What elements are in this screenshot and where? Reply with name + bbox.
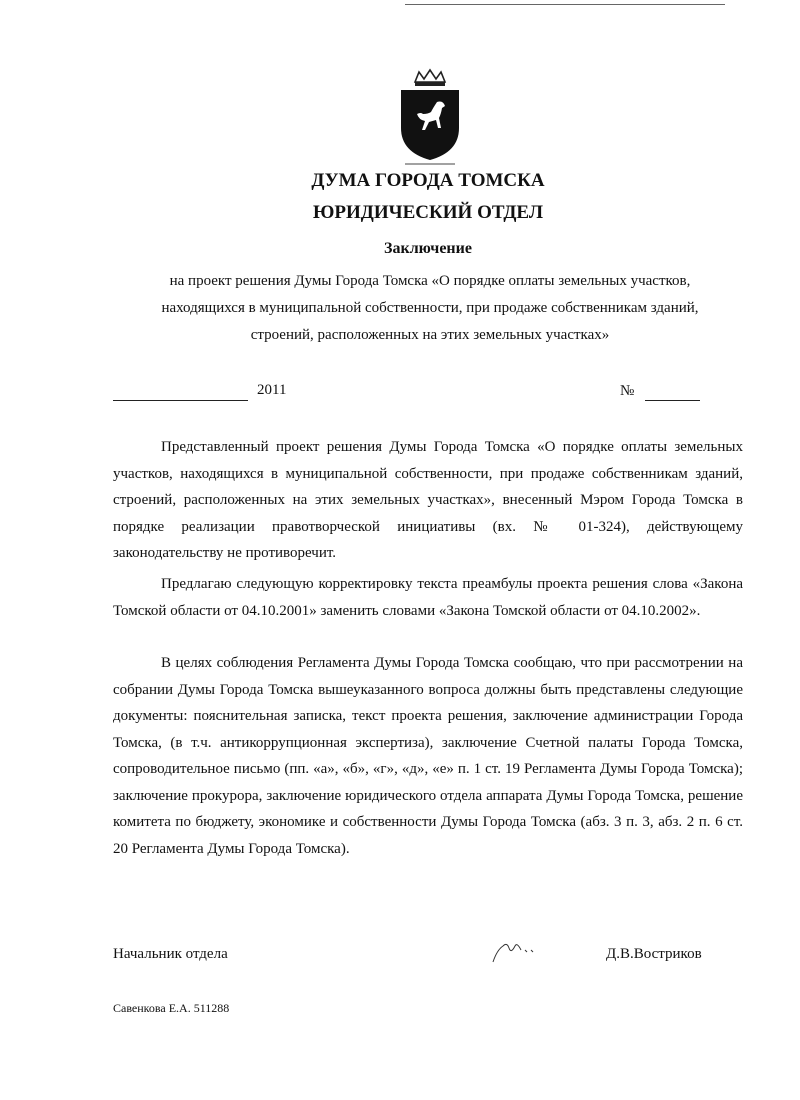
date-blank — [113, 382, 248, 401]
org-name: ДУМА ГОРОДА ТОМСКА — [311, 170, 545, 191]
tomsk-coat-of-arms-icon — [395, 68, 465, 168]
paragraph-1: Представленный проект решения Думы Города Томска «О порядке оплаты земельных участков, находящихся в муниципальной собственности, при продаже собственникам зданий, строений, расположенных на этих земельных участках», внесенный Мэром Города Томска в порядке реализации правотворческой инициативы (вх. № 01-324), действующему законодательству не противоречит. — [113, 439, 743, 561]
document-subject: на проект решения Думы Города Томска «О порядке оплаты земельных участков, находящихся в муниципальной собственности, при продаже собственникам зданий, строений, расположенных на этих земельных участках» — [161, 273, 699, 343]
signer-name: Д.В.Востриков — [606, 946, 702, 962]
number-label: № — [620, 383, 635, 399]
number-blank — [645, 382, 700, 401]
document-year: 2011 — [257, 382, 287, 398]
paragraph-3: В целях соблюдения Регламента Думы Города Томска сообщаю, что при рассмотрении на собрании Думы Города Томска вышеуказанного вопроса должны быть представлены следующие документы: пояснительная записка, текст проекта решения, заключение администрации Города Томска, (в т.ч. антикоррупционная экспертиза), заключение Счетной палаты Города Томска, сопроводительное письмо (пп. «а», «б», «г», «д», «е» п. 1 ст. 19 Регламента Думы Города Томска); заключение прокурора, заключение юридического отдела аппарата Думы Города Томска, решение комитета по бюджету, экономике и собственности Думы Города Томска (абз. 3 п. 3, абз. 2 п. 6 ст. 20 Регламента Думы Города Томска). — [113, 655, 743, 857]
signer-role: Начальник отдела — [113, 946, 228, 962]
paragraph-2: Предлагаю следующую корректировку текста преамбулы проекта решения слова «Закона Томской области от 04.10.2001» заменить словами «Закона Томской области от 04.10.2002». — [113, 576, 743, 619]
handwritten-signature — [483, 928, 543, 968]
document-title: Заключение — [384, 240, 472, 257]
department-name: ЮРИДИЧЕСКИЙ ОТДЕЛ — [313, 202, 543, 223]
executor-note: Савенкова Е.А. 511288 — [113, 1001, 230, 1015]
top-rule — [405, 4, 725, 5]
